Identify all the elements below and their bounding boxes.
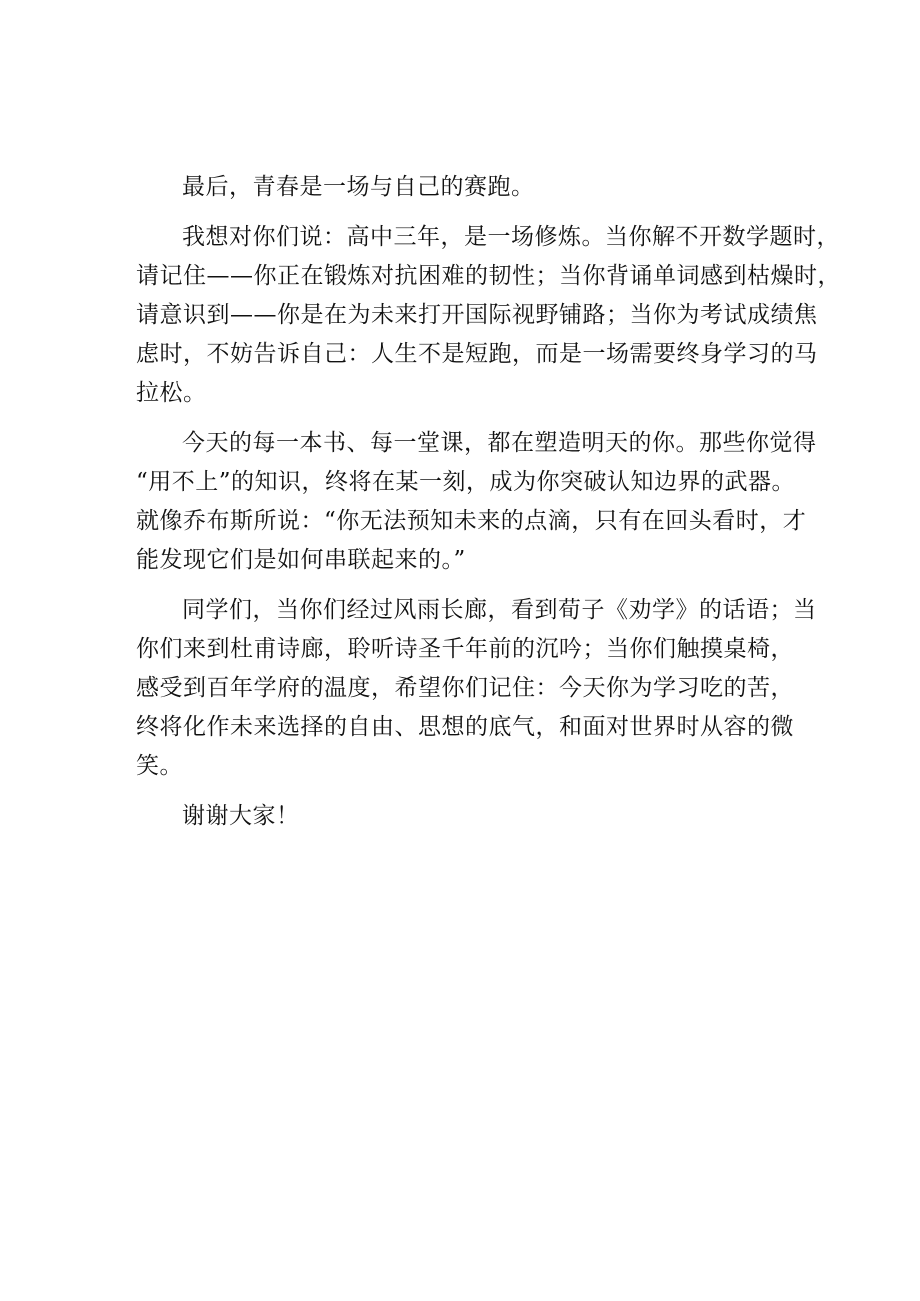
paragraph-line: 最后，青春是一场与自己的赛跑。 xyxy=(182,174,535,200)
paragraph-line: 拉松。 xyxy=(136,380,207,406)
paragraph-line: 终将化作未来选择的自由、思想的底气，和面对世界时从容的微 xyxy=(136,714,794,740)
paragraph-high-school xyxy=(136,218,841,413)
paragraph-knowledge xyxy=(136,424,816,580)
paragraph-line: 能发现它们是如何串联起来的。” xyxy=(136,547,466,573)
paragraph-gap xyxy=(136,207,816,218)
paragraph-line: 你们来到杜甫诗廊，聆听诗圣千年前的沉吟；当你们触摸桌椅， xyxy=(136,636,794,662)
paragraph-line: “用不上”的知识，终将在某一刻，成为你突破认知边界的武器。 xyxy=(136,469,796,495)
paragraph-line: 今天的每一本书、每一堂课，都在塑造明天的你。那些你觉得 xyxy=(182,430,817,456)
paragraph-closing-intro xyxy=(136,168,816,207)
paragraph-line: 同学们，当你们经过风雨长廊，看到荀子《劝学》的话语；当 xyxy=(182,597,817,623)
paragraph-line: 请意识到——你是在为未来打开国际视野铺路；当你为考试成绩焦 xyxy=(136,302,818,328)
paragraph-line: 虑时，不妨告诉自己：人生不是短跑，而是一场需要终身学习的马 xyxy=(136,341,818,367)
paragraph-gap xyxy=(136,580,816,591)
paragraph-line: 我想对你们说：高中三年，是一场修炼。当你解不开数学题时， xyxy=(182,224,840,250)
paragraph-gap xyxy=(136,786,816,797)
paragraph-classmates xyxy=(136,591,816,786)
paragraph-line: 请记住——你正在锻炼对抗困难的韧性；当你背诵单词感到枯燥时， xyxy=(136,263,841,289)
paragraph-line: 笑。 xyxy=(136,753,183,779)
paragraph-line: 就像乔布斯所说：“你无法预知未来的点滴，只有在回头看时，才 xyxy=(136,508,807,534)
paragraph-line: 谢谢大家！ xyxy=(182,803,300,829)
paragraph-thanks xyxy=(136,797,816,836)
paragraph-line: 感受到百年学府的温度，希望你们记住：今天你为学习吃的苦， xyxy=(136,675,794,701)
paragraph-gap xyxy=(136,413,816,424)
document-body xyxy=(136,168,841,836)
